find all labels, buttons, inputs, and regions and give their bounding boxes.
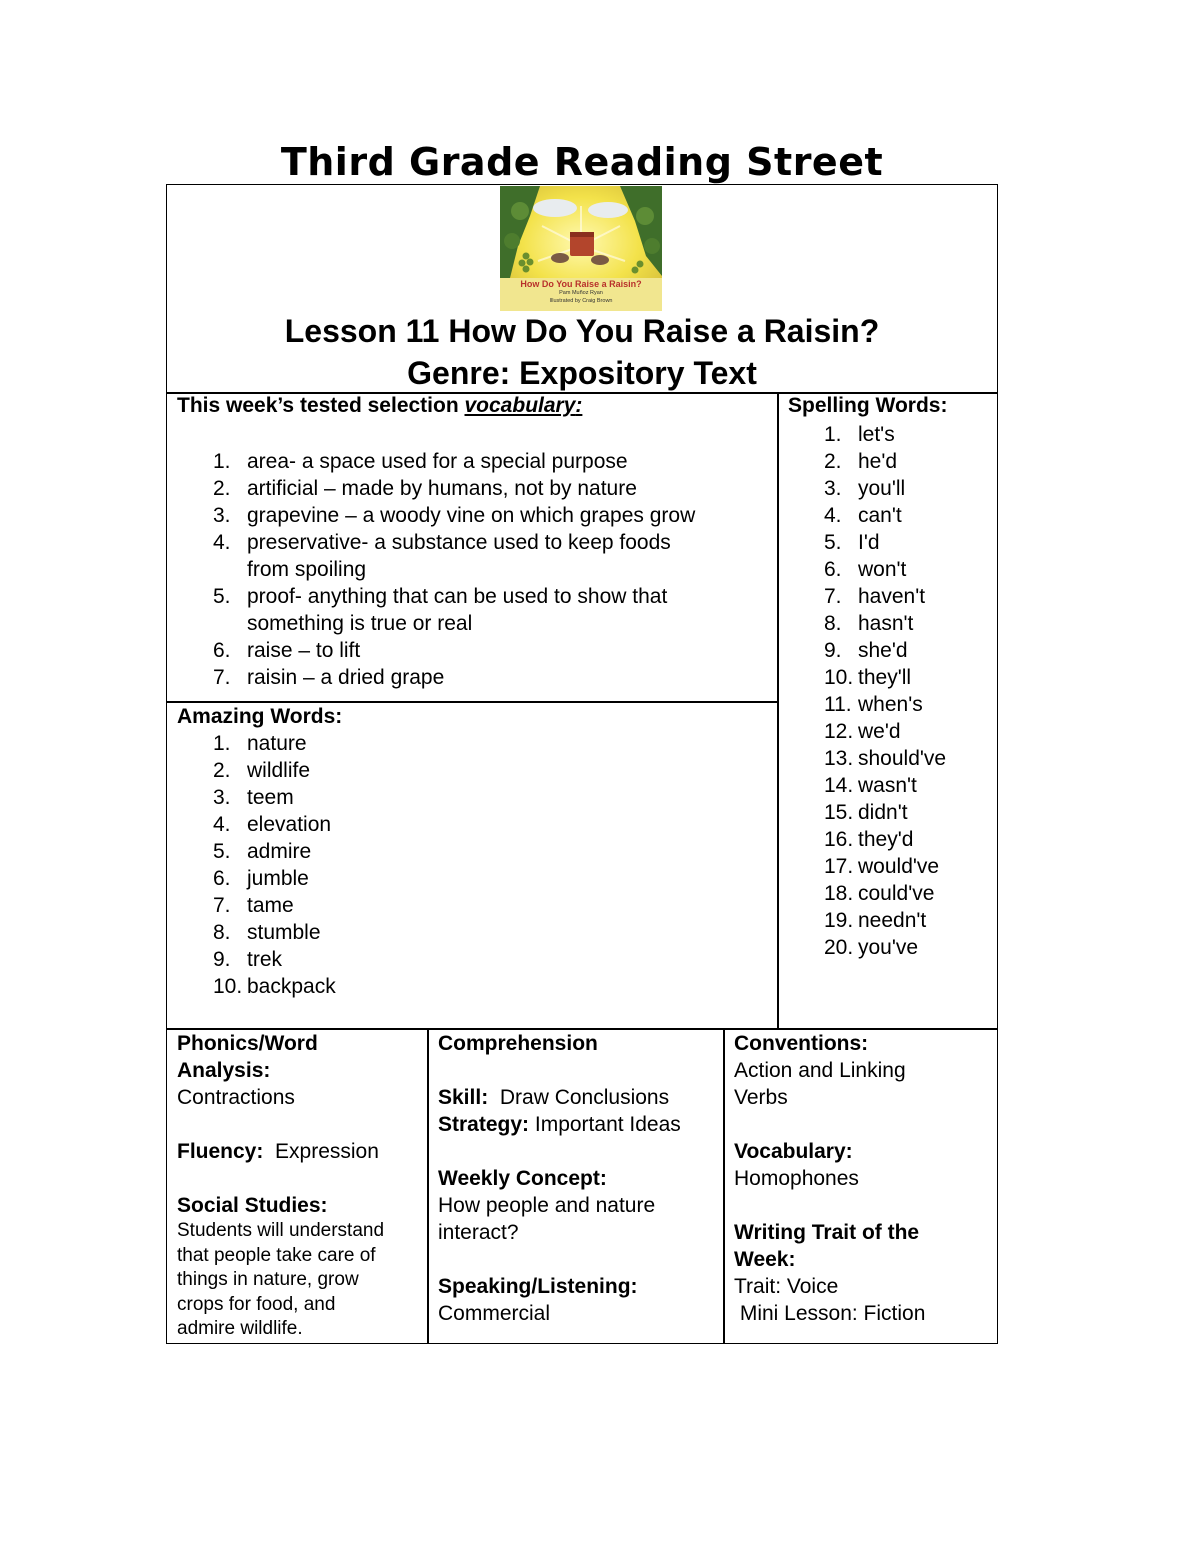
spelling-word-text: they'll [858,666,912,689]
skill-value: Draw Conclusions [499,1086,670,1109]
spelling-word-item-number: 7. [824,585,842,608]
spelling-word-item [824,610,994,637]
vocabulary-item [213,637,773,664]
spelling-word-item-number: 8. [824,612,842,635]
amazing-word-item-number: 5. [213,840,231,863]
amazing-word-text: tame [247,894,294,917]
amazing-word-text: trek [247,948,283,971]
spelling-word-item-number: 4. [824,504,842,527]
vocabulary-label: This week’s tested selection vocabulary: [177,394,583,417]
spelling-word-item [824,907,994,934]
spelling-word-item [824,772,994,799]
vocabulary-item-number: 1. [213,450,231,473]
vocabulary-item-text: proof- anything that can be used to show that [247,585,668,608]
vocabulary-item [213,448,773,475]
spelling-word-text: when's [858,693,923,716]
amazing-word-item [213,973,613,1000]
strategy-value: Important Ideas [534,1113,681,1136]
vocabulary-item-number: 6. [213,639,231,662]
conventions-value-line-2: Verbs [734,1086,788,1109]
amazing-word-text: admire [247,840,312,863]
spelling-word-text: she'd [858,639,908,662]
social-studies-label: Social Studies: [177,1194,328,1217]
social-studies-line-2: that people take care of [177,1244,376,1266]
vocabulary-item [213,502,773,529]
spelling-word-text: wasn't [858,774,917,797]
amazing-word-text: backpack [247,975,336,998]
social-studies-line-1: Students will understand [177,1220,385,1241]
vocabulary-item-text: raise – to lift [247,639,361,662]
vocabulary-item [213,583,773,637]
skill-row [438,1084,720,1111]
spelling-word-item [824,718,994,745]
spelling-word-item-number: 3. [824,477,842,500]
spelling-word-text: could've [858,882,935,905]
book-cover-image [500,186,662,311]
amazing-word-item-number: 4. [213,813,231,836]
amazing-word-item [213,865,613,892]
vocabulary-item [213,664,773,691]
spelling-word-text: needn't [858,909,927,932]
spelling-word-text: let's [858,423,895,446]
amazing-words-list [213,730,613,1000]
spelling-word-item [824,664,994,691]
conventions-value-line-1: Action and Linking [734,1059,906,1082]
amazing-word-item-number: 2. [213,759,231,782]
spelling-words-list [824,421,994,961]
phonics-label-line1: Phonics/Word [177,1032,318,1055]
phonics-value: Contractions [177,1086,295,1109]
mini-lesson-value: Mini Lesson: Fiction [734,1302,926,1325]
vocabulary-skill-label: Vocabulary: [734,1140,853,1163]
spelling-word-item [824,745,994,772]
spelling-word-item [824,934,994,961]
phonics-column [177,1030,422,1342]
strategy-row [438,1111,720,1138]
spelling-word-item [824,853,994,880]
comprehension-column [438,1030,720,1327]
spelling-word-item-number: 13. [824,747,854,770]
speaking-listening-value: Commercial [438,1302,551,1325]
spelling-word-item [824,448,994,475]
spelling-word-text: won't [858,558,907,581]
spelling-word-item [824,691,994,718]
spelling-word-item [824,502,994,529]
social-studies-line-3: things in nature, grow [177,1269,359,1290]
genre-title: Genre: Expository Text [407,355,757,391]
vocabulary-item-number: 5. [213,585,231,608]
amazing-word-item-number: 1. [213,732,231,755]
spelling-word-text: should've [858,747,947,770]
spelling-word-item-number: 6. [824,558,842,581]
spelling-word-text: didn't [858,801,908,824]
vocabulary-item-text: grapevine – a woody vine on which grapes grow [247,504,696,527]
spelling-word-item [824,556,994,583]
phonics-label-line2: Analysis: [177,1059,271,1082]
conventions-column [734,1030,994,1327]
lesson-title: Lesson 11 How Do You Raise a Raisin? [284,313,880,349]
vocabulary-item-text: raisin – a dried grape [247,666,445,689]
spelling-words-label: Spelling Words: [788,394,948,417]
spelling-word-item-number: 14. [824,774,854,797]
spelling-word-text: haven't [858,585,926,608]
amazing-word-item [213,946,613,973]
amazing-word-item [213,892,613,919]
skill-label: Skill: [438,1086,489,1109]
spelling-word-text: he'd [858,450,898,473]
trait-value: Trait: Voice [734,1275,839,1298]
spelling-word-item [824,421,994,448]
spelling-word-text: you'll [858,477,906,500]
spelling-word-item-number: 2. [824,450,842,473]
vocabulary-item-text: preservative- a substance used to keep foods [247,531,671,554]
vocabulary-item-number: 2. [213,477,231,500]
spelling-word-item [824,637,994,664]
spelling-word-item-number: 11. [824,693,852,716]
speaking-listening-label: Speaking/Listening: [438,1275,638,1298]
amazing-word-item [213,919,613,946]
spelling-word-item-number: 5. [824,531,842,554]
fluency-label: Fluency: [177,1140,264,1163]
spelling-word-text: can't [858,504,902,527]
amazing-word-item-number: 7. [213,894,231,917]
weekly-concept-label: Weekly Concept: [438,1167,607,1190]
spelling-word-item-number: 9. [824,639,842,662]
amazing-word-item-number: 10. [213,975,243,998]
social-studies-line-5: admire wildlife. [177,1318,303,1339]
amazing-word-text: jumble [247,867,309,890]
spelling-word-text: would've [858,855,940,878]
spelling-word-item [824,880,994,907]
spelling-word-item [824,799,994,826]
amazing-word-text: wildlife [247,759,311,782]
amazing-word-text: elevation [247,813,332,836]
weekly-concept-line-1: How people and nature [438,1194,656,1217]
cover-illustrator: Illustrated by Craig Brown [549,298,613,304]
vocabulary-item-number: 7. [213,666,231,689]
spelling-word-text: hasn't [858,612,914,635]
amazing-word-item-number: 8. [213,921,231,944]
spelling-word-item-number: 1. [824,423,842,446]
spelling-word-text: I'd [858,531,880,554]
spelling-word-item-number: 19. [824,909,854,932]
vocabulary-item-text: area- a space used for a special purpose [247,450,628,473]
amazing-word-item [213,811,613,838]
spelling-word-text: they'd [858,828,914,851]
amazing-word-item-number: 3. [213,786,231,809]
amazing-word-item [213,757,613,784]
vocabulary-skill-value: Homophones [734,1167,859,1190]
weekly-concept-line-2: interact? [438,1221,519,1244]
amazing-word-item [213,838,613,865]
fluency-row [177,1138,422,1165]
vocabulary-item-number: 4. [213,531,231,554]
comprehension-label: Comprehension [438,1032,598,1055]
spelling-word-text: you've [858,936,919,959]
writing-trait-label-line1: Writing Trait of the [734,1221,920,1244]
spelling-word-item-number: 20. [824,936,854,959]
vocabulary-list [213,448,773,691]
strategy-label: Strategy: [438,1113,530,1136]
writing-trait-label-line2: Week: [734,1248,796,1271]
spelling-word-item-number: 17. [824,855,854,878]
cover-byline: Pam Muñoz Ryan [559,290,603,296]
cover-title: How Do You Raise a Raisin? [520,279,642,289]
amazing-word-text: nature [247,732,307,755]
vocabulary-item [213,529,773,583]
spelling-word-item-number: 12. [824,720,854,743]
spelling-word-item [824,826,994,853]
spelling-word-item-number: 16. [824,828,854,851]
spelling-word-item [824,475,994,502]
spelling-word-item-number: 15. [824,801,854,824]
vocabulary-item [213,475,773,502]
vocabulary-item-text: something is true or real [247,612,473,635]
spelling-word-item-number: 18. [824,882,854,905]
fluency-value: Expression [275,1140,379,1163]
amazing-word-item-number: 9. [213,948,231,971]
amazing-word-text: stumble [247,921,321,944]
vocabulary-item-text: artificial – made by humans, not by nature [247,477,637,500]
amazing-words-label: Amazing Words: [177,705,343,728]
vocabulary-item-number: 3. [213,504,231,527]
amazing-word-item [213,784,613,811]
amazing-word-item-number: 6. [213,867,231,890]
amazing-word-item [213,730,613,757]
conventions-label: Conventions: [734,1032,869,1055]
page-title: Third Grade Reading Street [280,140,884,184]
amazing-word-text: teem [247,786,294,809]
spelling-word-item [824,583,994,610]
spelling-word-item [824,529,994,556]
spelling-word-text: we'd [858,720,901,743]
spelling-word-item-number: 10. [824,666,854,689]
social-studies-line-4: crops for food, and [177,1293,336,1315]
vocabulary-item-text: from spoiling [247,558,367,581]
